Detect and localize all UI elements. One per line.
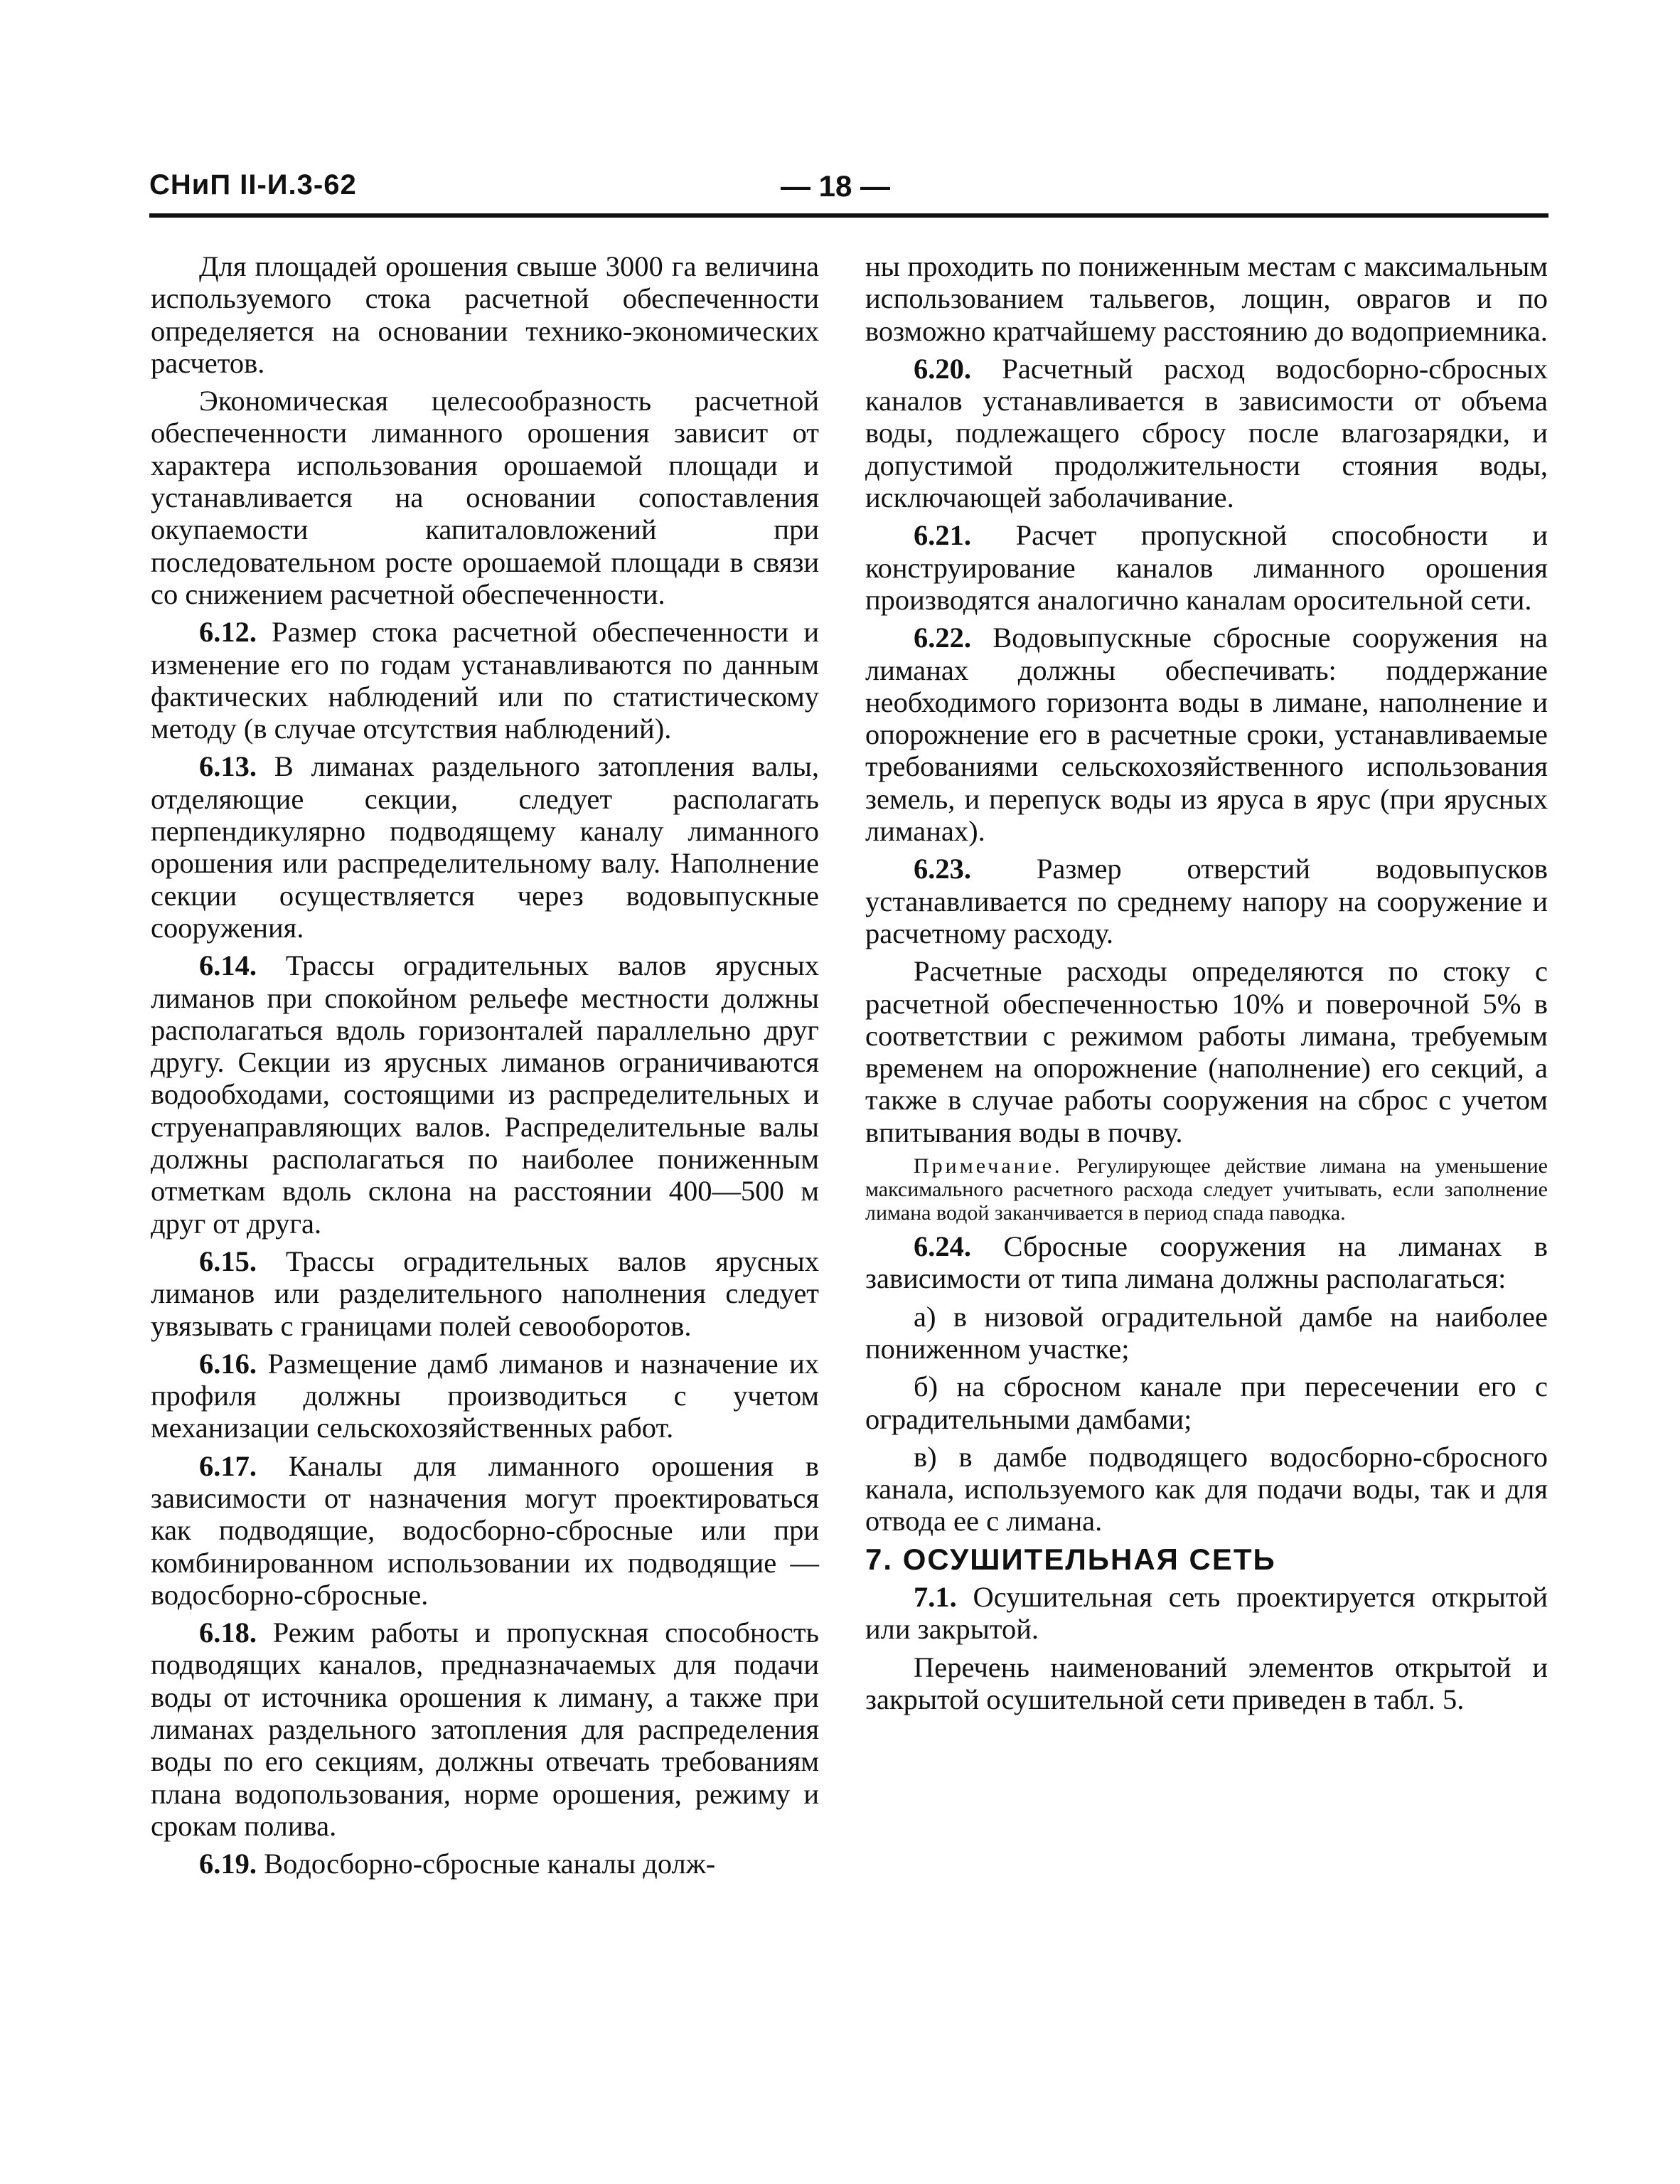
paragraph-text: а) в низовой оградительной дамбе на наиболее пониженном участке; <box>865 1300 1548 1365</box>
clause-number: 6.21. <box>914 519 971 552</box>
clause-6-20 <box>865 353 1548 513</box>
page-header <box>149 169 1548 218</box>
page-number: — 18 — <box>780 169 891 203</box>
paragraph-text: Трассы оградительных валов ярусных лиманов при спокойном рельефе местности должны располагаться вдоль горизонталей параллельно друг другу. Секции из ярусных лиманов ограничиваются водообходами, состоящими из распределительных и струенаправляющих валов. Распределительные валы должны располагаться по наиболее пониженным отметкам вдоль склона на расстоянии 400—500 м друг от друга. <box>151 949 820 1240</box>
list-item <box>865 1370 1548 1435</box>
paragraph-text: Расчетный расход водосборно-сбросных каналов устанавливается в зависимости от объема воды, подлежащего сбросу после влагозарядки, и допустимой продолжительности стояния воды, исключающей заболачивание. <box>865 352 1548 514</box>
clause-number: 6.23. <box>914 853 971 885</box>
note-text: Регулирующее действие лимана на уменьшение максимального расчетного расхода следует учитывать, если заполнение лимана водой заканчивается в период спада паводка. <box>865 1154 1548 1225</box>
paragraph-text: Экономическая целесообразность расчетной обеспеченности лиманного орошения зависит от характера использования орошаемой площади и устанавливается на основании сопоставления окупаемости капиталовложений при последовательном росте орошаемой площади в связи со снижением расчетной обеспеченности. <box>151 385 819 610</box>
clause-6-14 <box>151 949 819 1240</box>
clause-number: 6.14. <box>199 949 257 982</box>
paragraph-text: Режим работы и пропускная способность подводящих каналов, предназначаемых для подачи воды от источника орошения к лиману, а также при лиманах раздельного затопления для распределения воды по его секциям, должны отвечать требованиям плана водопользования, норме орошения, режиму и срокам полива. <box>151 1616 820 1842</box>
paragraph-text: б) на сбросном канале при пересечении его с оградительными дамбами; <box>865 1370 1548 1435</box>
clause-number: 6.17. <box>199 1449 257 1482</box>
paragraph-text: Для площадей орошения свыше 3000 га величина используемого стока расчетной обеспеченности определяется на основании технико-экономических расчетов. <box>151 250 819 379</box>
paragraph-text: В лиманах раздельного затопления валы, отделяющие секции, следует располагать перпендикулярно подводящему каналу лиманного орошения или распределительному валу. Наполнение секции осуществляется через водовыпускные сооружения. <box>151 750 820 944</box>
note-label: Примечание. <box>914 1154 1063 1178</box>
paragraph-text: Водосборно-сбросные каналы долж- <box>264 1848 716 1880</box>
clause-6-12 <box>151 616 819 745</box>
paragraph-text: Расчет пропускной способности и конструирование каналов лиманного орошения производятся аналогично каналам оросительной сети. <box>865 519 1548 616</box>
paragraph <box>865 955 1548 1149</box>
clause-6-13 <box>151 750 819 944</box>
paragraph-text: Каналы для лиманного орошения в зависимости от назначения могут проектироваться как подводящие, водосборно-сбросные или при комбинированном использовании их подводящие — водосборно-сбросные. <box>151 1449 820 1611</box>
clause-6-17 <box>151 1450 819 1611</box>
list-item <box>865 1301 1548 1365</box>
paragraph-text: ны проходить по пониженным местам с максимальным использованием тальвегов, лощин, оврагов и по возможно кратчайшему расстоянию до водоприемника. <box>865 250 1548 347</box>
clause-number: 6.15. <box>199 1245 257 1277</box>
paragraph-text: Осушительная сеть проектируется открытой или закрытой. <box>865 1580 1548 1646</box>
paragraph <box>151 385 819 610</box>
continued-paragraph <box>865 250 1548 347</box>
clause-6-18 <box>151 1616 819 1842</box>
document-code: СНиП II-И.3-62 <box>149 169 357 201</box>
clause-6-16 <box>151 1348 819 1444</box>
clause-number: 7.1. <box>914 1580 957 1613</box>
clause-number: 6.13. <box>199 750 257 783</box>
clause-7-1 <box>865 1581 1548 1646</box>
clause-number: 6.12. <box>199 616 257 649</box>
note <box>865 1154 1548 1225</box>
paragraph-text: Трассы оградительных валов ярусных лиманов или разделительного наполнения следует увязывать с границами полей севооборотов. <box>151 1245 820 1342</box>
paragraph-text: Сбросные сооружения на лиманах в зависимости от типа лимана должны располагаться: <box>865 1230 1548 1295</box>
clause-6-24 <box>865 1230 1548 1295</box>
clause-number: 6.22. <box>914 622 971 654</box>
left-column <box>151 250 819 1886</box>
list-item <box>865 1441 1548 1538</box>
paragraph-text: Размер отверстий водовыпусков устанавливается по среднему напору на сооружение и расчетному расходу. <box>865 853 1548 949</box>
clause-6-23 <box>865 853 1548 949</box>
paragraph-text: в) в дамбе подводящего водосборно-сбросного канала, используемого как для подачи воды, так и для отвода ее с лимана. <box>865 1440 1548 1538</box>
clause-6-15 <box>151 1245 819 1342</box>
clause-number: 6.20. <box>914 352 971 385</box>
right-column <box>865 250 1548 1721</box>
clause-number: 6.16. <box>199 1347 257 1380</box>
paragraph-text: Водовыпускные сбросные сооружения на лиманах должны обеспечивать: поддержание необходимого горизонта воды в лимане, наполнение и опорожнение его в расчетные сроки, устанавливаемые требованиями сельскохозяйственного использования земель, и перепуск воды из яруса в ярус (при ярусных лиманах). <box>865 622 1548 848</box>
paragraph-text: Размер стока расчетной обеспеченности и изменение его по годам устанавливаются по данным фактических наблюдений или по статистическому методу (в случае отсутствия наблюдений). <box>151 616 819 745</box>
clause-number: 6.19. <box>199 1848 257 1880</box>
clause-6-22 <box>865 622 1548 847</box>
clause-6-19 <box>151 1848 819 1880</box>
paragraph <box>151 250 819 379</box>
paragraph <box>865 1651 1548 1716</box>
clause-number: 6.24. <box>914 1230 971 1263</box>
clause-number: 6.18. <box>199 1616 257 1649</box>
clause-6-21 <box>865 519 1548 616</box>
paragraph-text: Перечень наименований элементов открытой и закрытой осушительной сети приведен в табл. 5. <box>865 1651 1548 1715</box>
paragraph-text: Размещение дамб лиманов и назначение их профиля должны производиться с учетом механизации сельскохозяйственных работ. <box>151 1347 819 1444</box>
section-heading: 7. ОСУШИТЕЛЬНАЯ СЕТЬ <box>865 1542 1276 1576</box>
paragraph-text: Расчетные расходы определяются по стоку с расчетной обеспеченностью 10% и поверочной 5% в соответствии с режимом работы лимана, требуемым временем на опорожнение (наполнение) его секций, а также в случае работы сооружения на сброс с учетом впитывания воды в почву. <box>865 955 1548 1149</box>
